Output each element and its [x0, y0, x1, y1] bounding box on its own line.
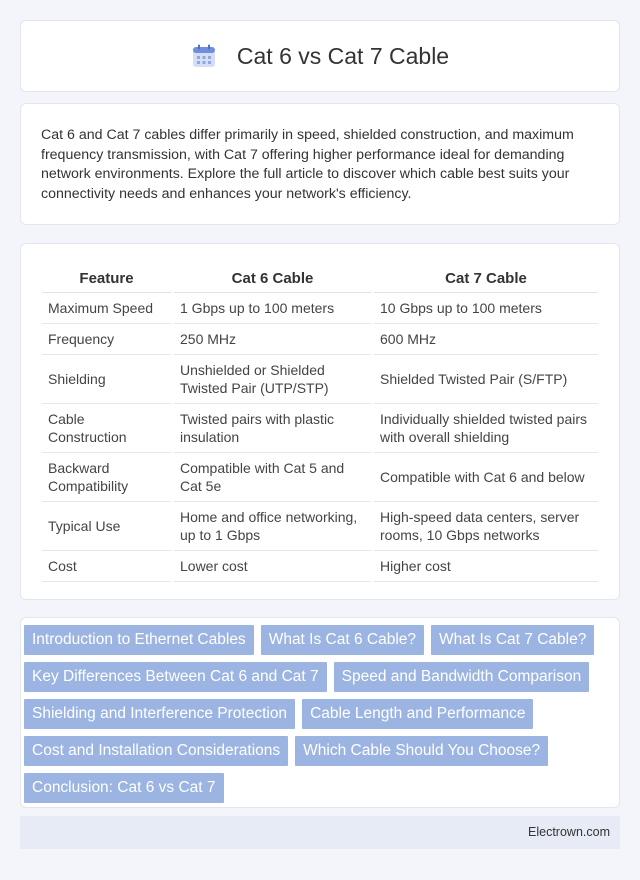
table-cell: Compatible with Cat 6 and below	[373, 453, 599, 502]
link-what-is-cat6[interactable]: What Is Cat 6 Cable?	[261, 625, 424, 655]
table-row	[42, 355, 598, 404]
header-cat6: Cat 6 Cable	[173, 264, 373, 293]
table-cell: 250 MHz	[173, 324, 373, 355]
comparison-table-card	[20, 243, 620, 600]
intro-card	[20, 103, 620, 225]
footer	[20, 816, 620, 849]
table-row	[42, 551, 598, 582]
table-cell: Cost	[42, 551, 173, 582]
page-title: Cat 6 vs Cat 7 Cable	[236, 42, 450, 69]
article-links	[24, 625, 614, 810]
link-introduction[interactable]: Introduction to Ethernet Cables	[24, 625, 254, 655]
link-which-cable[interactable]: Which Cable Should You Choose?	[295, 736, 548, 766]
table-row	[42, 453, 598, 502]
article-links-card	[20, 617, 620, 808]
calendar-icon	[191, 43, 217, 69]
table-cell: 10 Gbps up to 100 meters	[373, 293, 599, 324]
table-cell: Backward Compatibility	[42, 453, 173, 502]
table-row	[42, 502, 598, 551]
link-key-differences[interactable]: Key Differences Between Cat 6 and Cat 7	[24, 662, 327, 692]
table-header-row	[42, 264, 598, 293]
table-cell: Unshielded or Shielded Twisted Pair (UTP/STP)	[173, 355, 373, 404]
header-cat7: Cat 7 Cable	[373, 264, 599, 293]
title-card	[20, 20, 620, 92]
link-speed-bandwidth[interactable]: Speed and Bandwidth Comparison	[334, 662, 590, 692]
table-cell: High-speed data centers, server rooms, 10 Gbps networks	[373, 502, 599, 551]
table-cell: Shielded Twisted Pair (S/FTP)	[373, 355, 599, 404]
link-cost-installation[interactable]: Cost and Installation Considerations	[24, 736, 288, 766]
link-shielding[interactable]: Shielding and Interference Protection	[24, 699, 295, 729]
intro-text: Cat 6 and Cat 7 cables differ primarily in speed, shielded construction, and maximum frequency transmission, with Cat 7 offering higher performance ideal for demanding network environments. Explore the full article to discover which cable best suits your connectivity needs and enhances your network's efficiency.	[41, 127, 574, 202]
link-conclusion[interactable]: Conclusion: Cat 6 vs Cat 7	[24, 773, 224, 803]
header-feature: Feature	[42, 264, 173, 293]
comparison-table	[42, 264, 598, 582]
table-cell: Twisted pairs with plastic insulation	[173, 404, 373, 453]
table-cell: Typical Use	[42, 502, 173, 551]
link-cable-length[interactable]: Cable Length and Performance	[302, 699, 533, 729]
table-cell: Cable Construction	[42, 404, 173, 453]
table-cell: Frequency	[42, 324, 173, 355]
link-what-is-cat7[interactable]: What Is Cat 7 Cable?	[431, 625, 594, 655]
table-row	[42, 404, 598, 453]
table-row	[42, 293, 598, 324]
table-cell: Shielding	[42, 355, 173, 404]
table-cell: Maximum Speed	[42, 293, 173, 324]
table-cell: Compatible with Cat 5 and Cat 5e	[173, 453, 373, 502]
table-cell: 600 MHz	[373, 324, 599, 355]
footer-site[interactable]: Electrown.com	[528, 825, 610, 839]
table-cell: Home and office networking, up to 1 Gbps	[173, 502, 373, 551]
table-cell: Higher cost	[373, 551, 599, 582]
table-cell: Lower cost	[173, 551, 373, 582]
table-row	[42, 324, 598, 355]
table-cell: 1 Gbps up to 100 meters	[173, 293, 373, 324]
table-cell: Individually shielded twisted pairs with overall shielding	[373, 404, 599, 453]
